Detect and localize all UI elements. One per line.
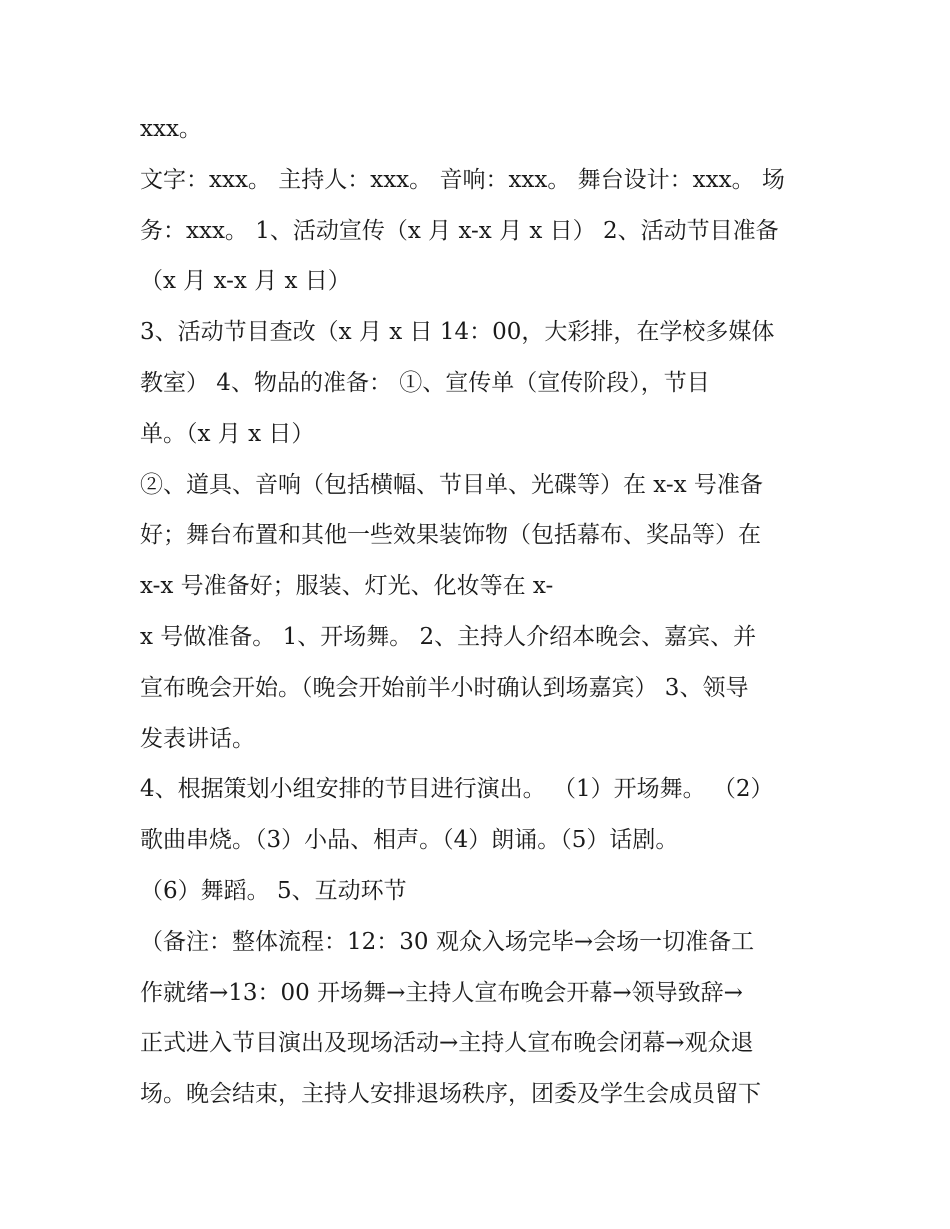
text-line-14: 4、根据策划小组安排的节目进行演出。 （1）开场舞。 （2）	[140, 776, 774, 803]
text-line-11: x 号做准备。 1、开场舞。 2、主持人介绍本晚会、嘉宾、并	[140, 623, 757, 650]
text-line-10: x-x 号准备好；服装、灯光、化妆等在 x-	[140, 573, 554, 600]
text-line-2: 文字：xxx。 主持人：xxx。 音响：xxx。 舞台设计：xxx。 场	[140, 166, 785, 193]
text-line-15: 歌曲串烧。（3）小品、相声。（4）朗诵。（5）话剧。	[140, 827, 679, 854]
text-line-7: 单。（x 月 x 日）	[140, 420, 315, 447]
text-line-1: xxx。	[140, 116, 202, 142]
text-line-12: 宣布晚会开始。（晚会开始前半小时确认到场嘉宾） 3、领导	[140, 674, 749, 701]
text-line-16: （6）舞蹈。 5、互动环节	[140, 877, 407, 904]
text-line-13: 发表讲话。	[140, 725, 255, 752]
text-line-19: 正式进入节目演出及现场活动→主持人宣布晚会闭幕→观众退	[140, 1030, 754, 1057]
text-line-18: 作就绪→13：00 开场舞→主持人宣布晚会开幕→领导致辞→	[140, 979, 743, 1006]
text-line-8: ②、道具、音响（包括横幅、节目单、光碟等）在 x-x 号准备	[140, 471, 763, 498]
text-line-5: 3、活动节目查改（x 月 x 日 14：00，大彩排，在学校多媒体	[140, 319, 775, 346]
text-line-17: （备注：整体流程：12：30 观众入场完毕→会场一切准备工	[140, 928, 755, 955]
text-line-3: 务：xxx。 1、活动宣传（x 月 x-x 月 x 日） 2、活动节目准备	[140, 217, 779, 244]
text-line-9: 好；舞台布置和其他一些效果装饰物（包括幕布、奖品等）在	[140, 522, 761, 549]
text-line-20: 场。晚会结束，主持人安排退场秩序，团委及学生会成员留下	[140, 1081, 761, 1108]
text-line-4: （x 月 x-x 月 x 日）	[140, 268, 351, 295]
text-line-6: 教室） 4、物品的准备： ①、宣传单（宣传阶段），节目	[140, 369, 710, 396]
body-text	[140, 104, 830, 1120]
